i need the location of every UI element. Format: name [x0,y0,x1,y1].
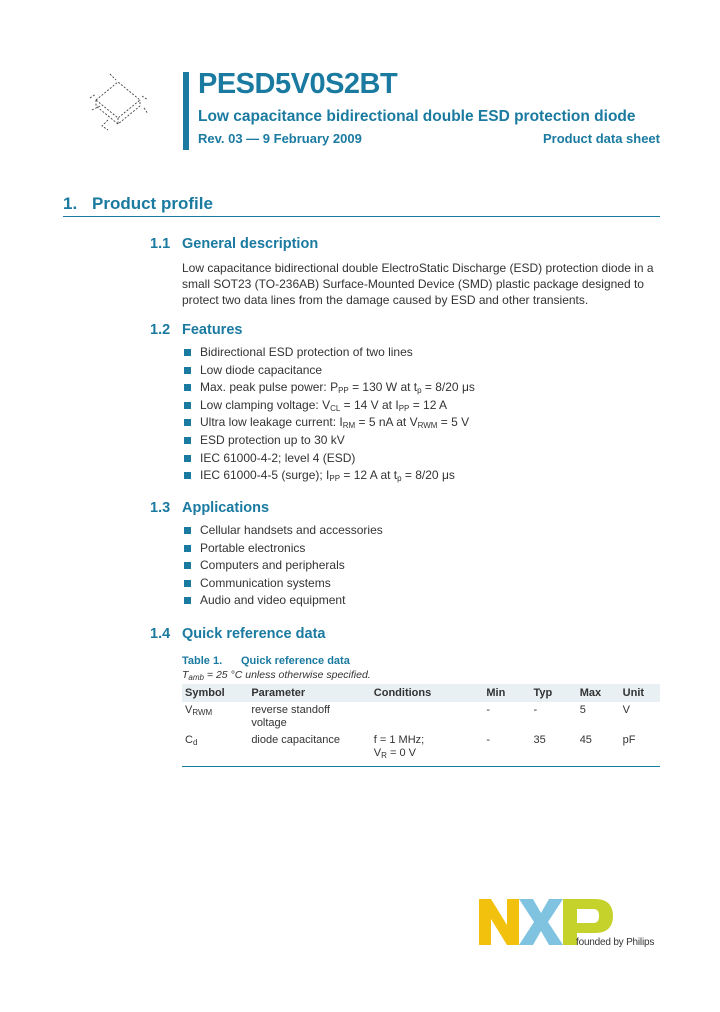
document-type: Product data sheet [542,131,660,146]
list-item: Portable electronics [182,540,383,558]
column-header: Max [577,684,620,702]
column-header: Conditions [371,684,484,702]
list-item: IEC 61000-4-5 (surge); $I_{PP} = 12$ A at $t_p = 8/20$ μs [182,467,475,485]
subsection-heading-applications: 1.3 Applications [150,500,270,516]
max-cell: 5 [579,704,586,716]
document-subtitle: Low capacitance bidirectional double ESD protection diode [198,108,636,125]
list-item: Audio and video equipment [182,592,383,610]
list-item: Cellular handsets and accessories [182,522,383,540]
section-rule [63,216,660,217]
features-list [182,344,475,485]
list-item: Low clamping voltage: $V_{CL} = 14$ V at $I_{PP} = 12$ A [182,397,475,415]
subsection-heading-features: 1.2 Features [150,322,243,338]
min-cell: - [486,704,491,716]
applications-list [182,522,383,610]
conditions-cell [371,702,484,732]
list-item: Communication systems [182,575,383,593]
table-header-row [182,684,660,702]
conditions-cell: f = 1 MHz; $V_R = 0$ V [371,732,484,767]
column-header: Symbol [182,684,248,702]
column-header: Unit [620,684,660,702]
sot23-package-icon [82,70,152,132]
list-item: Bidirectional ESD protection of two lines [182,344,475,362]
typ-cell: 35 [530,732,576,767]
list-item: ESD protection up to 30 kV [182,432,475,450]
list-item: Computers and peripherals [182,557,383,575]
list-item: Max. peak pulse power: $P_{PP} = 130$ W at $t_p = 8/20$ μs [182,379,475,397]
list-item: Ultra low leakage current: $I_{RM} = 5$ nA at $V_{RWM} = 5$ V [182,414,475,432]
subsection-heading-quick-reference: 1.4 Quick reference data [150,626,326,642]
revision-info: Rev. 03 — 9 February 2009 [198,131,362,146]
min-cell: - [483,732,530,767]
section-heading: 1. Product profile [63,194,213,213]
product-code: PESD5V0S2BT [198,68,398,100]
column-header: Parameter [248,684,370,702]
symbol-cell: $V_{RWM}$ [185,704,213,717]
symbol-cell: $C_d$ [182,732,248,767]
quick-reference-table [182,684,660,767]
typ-cell: - [533,704,538,716]
parameter-cell: diode capacitance [248,732,370,767]
list-item: Low diode capacitance [182,362,475,380]
table-row [182,732,660,767]
header-accent-bar [183,72,189,150]
table-note: $T_{amb} = 25$ °C unless otherwise specified. [182,669,371,682]
general-description-text: Low capacitance bidirectional double ElectroStatic Discharge (ESD) protection diode in a small SOT23 (TO-236AB) Surface-Mounted Device (SMD) plastic package designed to protect two data lines from the damage caused by ESD and other transients. [182,261,654,307]
table-caption: Table 1. Quick reference data [182,655,350,667]
logo-tagline: founded by Philips [576,937,655,948]
column-header: Min [483,684,530,702]
column-header: Typ [530,684,576,702]
table-row [182,702,660,732]
list-item: IEC 61000-4-2; level 4 (ESD) [182,450,475,468]
subsection-heading-general: 1.1 General description [150,236,319,252]
unit-cell: V [622,704,630,716]
unit-cell: pF [620,732,660,767]
max-cell: 45 [577,732,620,767]
parameter-cell: reverse standoff voltage [251,704,330,729]
